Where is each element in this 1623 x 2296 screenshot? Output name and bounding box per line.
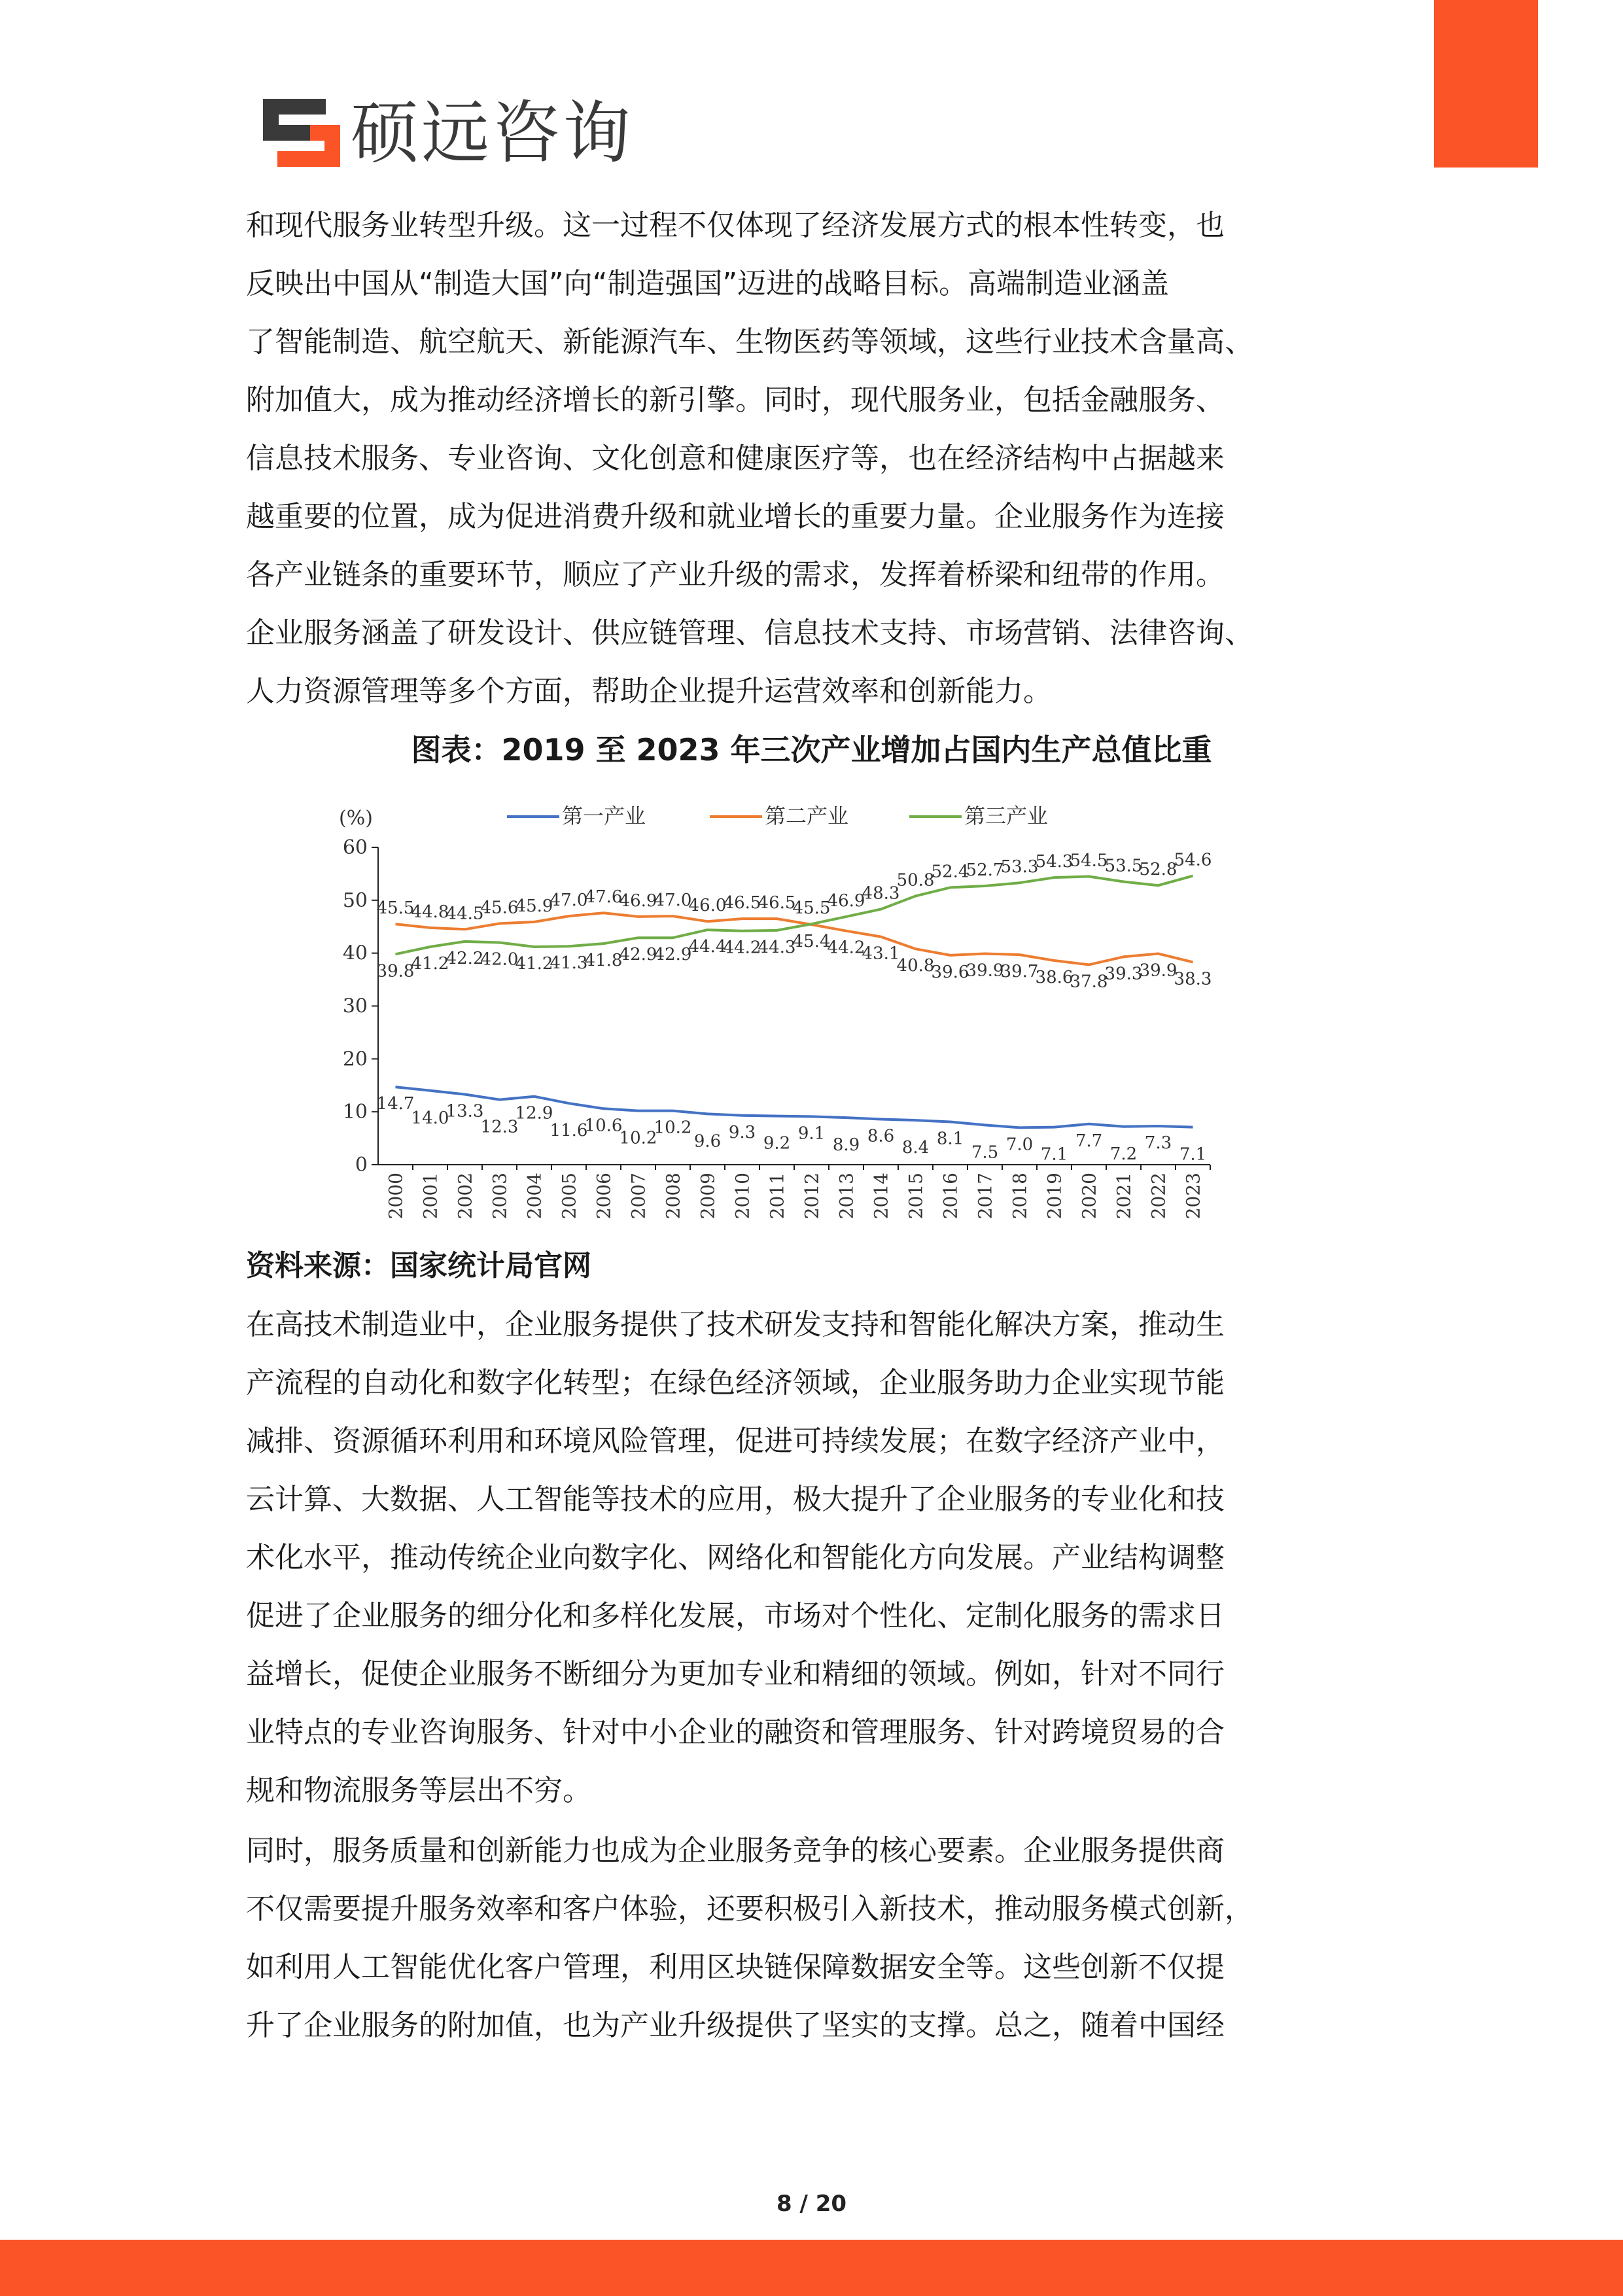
text-line: 了智能制造、航空航天、新能源汽车、生物医药等领域，这些行业技术含量高、: [246, 325, 1253, 359]
data-label: 38.3: [1174, 969, 1212, 989]
data-label: 46.9: [619, 891, 657, 911]
chart-legend: [507, 804, 1048, 828]
data-label: 8.4: [901, 1138, 930, 1158]
text-line: 人力资源管理等多个方面，帮助企业提升运营效率和创新能力。: [246, 675, 1052, 708]
x-tick-label: 2001: [419, 1173, 442, 1220]
legend-label: 第二产业: [765, 804, 849, 828]
x-tick-label: 2019: [1043, 1173, 1066, 1220]
data-label: 10.2: [619, 1128, 657, 1148]
x-tick-label: 2017: [974, 1173, 996, 1220]
data-label: 7.1: [1040, 1144, 1068, 1165]
data-label: 42.9: [654, 945, 692, 965]
brand-logo-icon: [263, 99, 340, 167]
data-label: 41.2: [515, 953, 553, 974]
data-label: 52.7: [966, 860, 1004, 881]
x-tick-label: 2011: [766, 1173, 788, 1220]
text-line: 产流程的自动化和数字化转型；在绿色经济领域，企业服务助力企业实现节能: [246, 1366, 1225, 1400]
data-label: 44.2: [723, 938, 761, 958]
text-line: 减排、资源循环利用和环境风险管理，促进可持续发展；在数字经济产业中，: [246, 1424, 1225, 1458]
text-line: 越重要的位置，成为促进消费升级和就业增长的重要力量。企业服务作为连接: [246, 500, 1225, 533]
text-line: 如利用人工智能优化客户管理，利用区块链保障数据安全等。这些创新不仅提: [246, 1951, 1225, 1984]
data-label: 39.9: [966, 961, 1004, 981]
data-label: 54.5: [1070, 851, 1108, 871]
x-tick-label: 2023: [1182, 1173, 1204, 1220]
data-label: 46.5: [758, 893, 796, 913]
x-tick-label: 2002: [454, 1173, 476, 1220]
data-label: 40.8: [896, 956, 935, 976]
text-line: 升了企业服务的附加值，也为产业升级提供了坚实的支撑。总之，随着中国经: [246, 2009, 1225, 2042]
x-tick-label: 2006: [593, 1173, 615, 1220]
x-tick-label: 2004: [523, 1173, 546, 1220]
data-label: 53.3: [1000, 857, 1039, 877]
y-tick-label: 60: [342, 836, 368, 859]
text-line: 业特点的专业咨询服务、针对中小企业的融资和管理服务、针对跨境贸易的合: [246, 1716, 1225, 1749]
y-tick-label: 10: [342, 1101, 368, 1124]
data-label: 44.2: [827, 938, 865, 958]
body-paragraph-1: [246, 196, 1384, 720]
text-line: 同时，服务质量和创新能力也成为企业服务竞争的核心要素。企业服务提供商: [246, 1834, 1225, 1867]
y-tick-label: 0: [355, 1154, 368, 1176]
data-label: 44.4: [688, 937, 727, 957]
data-label: 13.3: [445, 1101, 484, 1122]
data-label: 39.8: [376, 961, 415, 981]
text-line: 各产业链条的重要环节，顺应了产业升级的需求，发挥着桥梁和纽带的作用。: [246, 558, 1225, 592]
data-label: 7.2: [1109, 1144, 1138, 1164]
data-label: 8.1: [936, 1129, 964, 1149]
data-label: 9.3: [728, 1122, 756, 1142]
data-label: 45.5: [376, 898, 415, 919]
y-tick-label: 20: [342, 1048, 368, 1071]
data-label: 9.2: [763, 1133, 791, 1154]
data-label: 7.5: [971, 1142, 999, 1163]
footer-accent-bar: [0, 2240, 1623, 2296]
data-label: 9.1: [797, 1123, 826, 1144]
brand-name: 硕远咨询: [351, 93, 634, 173]
text-line: 术化水平，推动传统企业向数字化、网络化和智能化方向发展。产业结构调整: [246, 1541, 1225, 1574]
y-axis-ticks: [343, 836, 378, 1176]
x-tick-label: 2016: [939, 1173, 962, 1220]
data-label: 39.6: [931, 962, 969, 982]
text-line: 益增长，促使企业服务不断细分为更加专业和精细的领域。例如，针对不同行: [246, 1657, 1225, 1691]
data-label: 7.0: [1005, 1135, 1034, 1155]
text-line: 附加值大，成为推动经济增长的新引擎。同时，现代服务业，包括金融服务、: [246, 383, 1225, 417]
text-line: 在高技术制造业中，企业服务提供了技术研发支持和智能化解决方案，推动生: [246, 1308, 1225, 1341]
data-label: 42.0: [480, 949, 519, 970]
data-label: 54.3: [1035, 852, 1073, 872]
data-label: 7.1: [1179, 1144, 1207, 1165]
data-label: 12.9: [515, 1103, 553, 1123]
data-label: 45.9: [515, 896, 553, 916]
data-label: 47.6: [584, 887, 623, 908]
data-label: 8.6: [867, 1126, 895, 1146]
data-label: 39.7: [1000, 962, 1039, 982]
data-label: 48.3: [862, 883, 900, 904]
data-label: 46.5: [723, 893, 761, 913]
data-label: 47.0: [654, 891, 692, 911]
brand-logo: [263, 93, 634, 173]
x-tick-label: 2013: [835, 1173, 858, 1220]
data-label: 45.6: [480, 898, 519, 918]
x-tick-label: 2014: [870, 1173, 892, 1220]
data-label: 8.9: [832, 1135, 860, 1156]
body-paragraph-2: [246, 1296, 1384, 1820]
x-tick-label: 2000: [385, 1173, 407, 1220]
x-tick-label: 2010: [731, 1173, 754, 1220]
text-line: 云计算、大数据、人工智能等技术的应用，极大提升了企业服务的专业化和技: [246, 1483, 1225, 1516]
data-label: 10.2: [654, 1118, 692, 1138]
x-tick-label: 2018: [1009, 1173, 1031, 1220]
y-tick-label: 40: [342, 942, 368, 965]
data-label: 7.7: [1075, 1131, 1103, 1151]
data-label: 11.6: [550, 1121, 588, 1141]
data-label: 14.0: [411, 1108, 449, 1128]
data-label: 44.5: [445, 904, 484, 924]
y-axis-label: (%): [339, 807, 373, 830]
x-tick-label: 2009: [697, 1173, 719, 1220]
data-label: 54.6: [1174, 850, 1212, 870]
body-paragraph-3: [246, 1822, 1384, 2055]
text-line: 企业服务涵盖了研发设计、供应链管理、信息技术支持、市场营销、法律咨询、: [246, 616, 1253, 650]
data-label: 45.5: [792, 898, 831, 919]
x-tick-label: 2012: [801, 1173, 823, 1220]
data-label: 38.6: [1035, 967, 1073, 987]
industry-share-line-chart: [307, 792, 1236, 1237]
data-label: 45.4: [792, 932, 831, 952]
x-tick-label: 2003: [489, 1173, 511, 1220]
y-tick-label: 30: [342, 995, 368, 1018]
x-axis-ticks: [385, 1165, 1210, 1219]
figure-source: 资料来源：国家统计局官网: [246, 1249, 591, 1282]
text-line: 促进了企业服务的细分化和多样化发展，市场对个性化、定制化服务的需求日: [246, 1599, 1225, 1633]
x-tick-label: 2007: [627, 1173, 650, 1220]
data-label: 44.3: [758, 937, 796, 957]
data-label: 41.8: [584, 951, 623, 971]
x-tick-label: 2021: [1113, 1173, 1135, 1220]
x-tick-label: 2022: [1147, 1173, 1170, 1220]
data-label: 12.3: [480, 1117, 519, 1137]
data-label: 52.4: [931, 862, 969, 882]
data-label: 47.0: [550, 891, 588, 911]
data-label: 43.1: [862, 944, 900, 964]
data-label: 46.0: [688, 896, 727, 916]
x-tick-label: 2015: [905, 1173, 927, 1220]
x-tick-label: 2005: [558, 1173, 580, 1220]
text-line: 反映出中国从“制造大国”向“制造强国”迈进的战略目标。高端制造业涵盖: [246, 267, 1170, 300]
data-label: 42.9: [619, 945, 657, 965]
data-label: 10.6: [584, 1116, 623, 1136]
data-label: 37.8: [1070, 972, 1108, 992]
y-tick-label: 50: [342, 889, 368, 912]
text-line: 信息技术服务、专业咨询、文化创意和健康医疗等，也在经济结构中占据越来: [246, 442, 1225, 475]
figure-title: 图表：2019 至 2023 年三次产业增加占国内生产总值比重: [411, 732, 1212, 768]
data-label: 52.8: [1139, 860, 1178, 880]
data-label: 53.5: [1104, 856, 1143, 876]
data-label: 42.2: [445, 948, 484, 968]
x-tick-label: 2008: [662, 1173, 684, 1220]
data-label: 39.9: [1139, 961, 1178, 981]
data-label: 14.7: [376, 1094, 415, 1114]
data-label: 41.3: [550, 953, 588, 974]
text-line: 规和物流服务等层出不穷。: [246, 1774, 591, 1807]
legend-label: 第三产业: [964, 804, 1049, 828]
data-label: 7.3: [1144, 1133, 1172, 1153]
page-number: 8 / 20: [776, 2191, 847, 2217]
data-label: 44.8: [411, 902, 449, 922]
text-line: 和现代服务业转型升级。这一过程不仅体现了经济发展方式的根本性转变，也: [246, 209, 1225, 242]
data-label: 41.2: [411, 953, 449, 974]
data-label: 46.9: [827, 891, 865, 911]
x-tick-label: 2020: [1078, 1173, 1100, 1220]
corner-accent-block: [1434, 0, 1538, 168]
data-label: 9.6: [693, 1131, 722, 1152]
data-label: 50.8: [896, 870, 935, 891]
data-label: 39.3: [1104, 964, 1143, 984]
text-line: 不仅需要提升服务效率和客户体验，还要积极引入新技术，推动服务模式创新，: [246, 1892, 1253, 1926]
legend-label: 第一产业: [562, 804, 646, 828]
